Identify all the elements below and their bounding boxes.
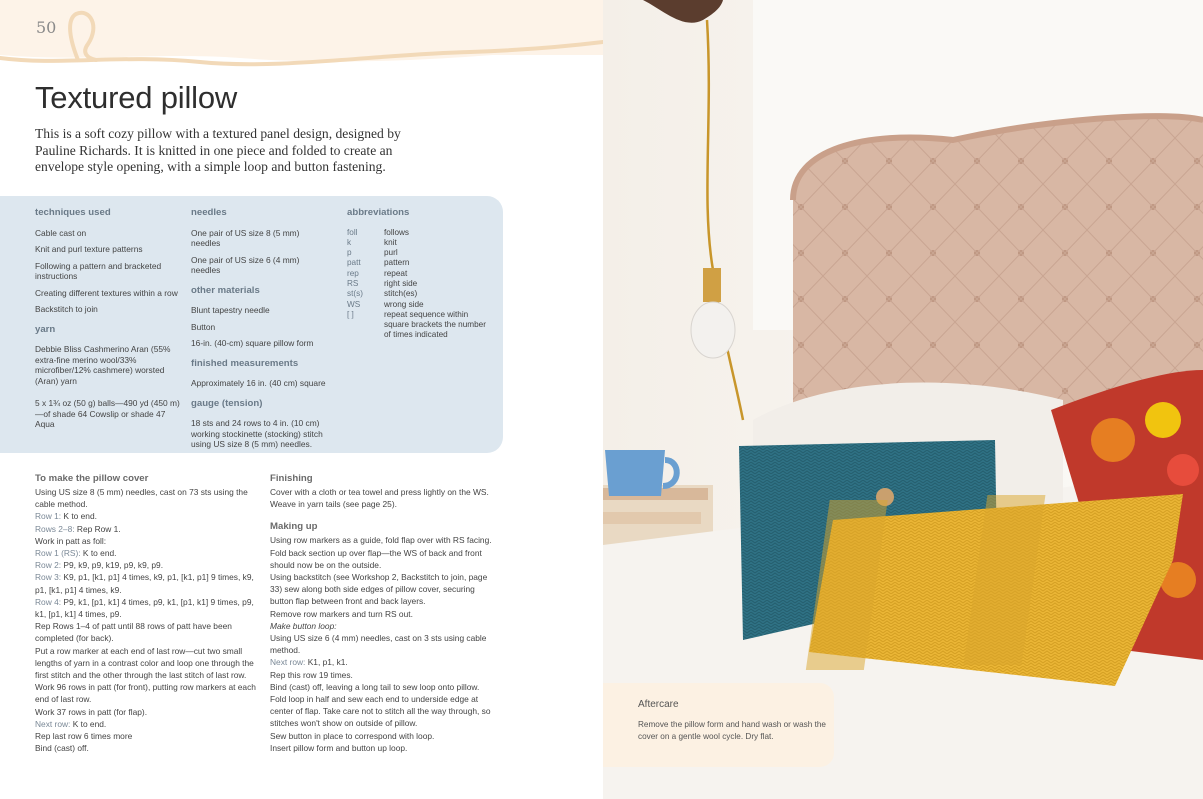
instruction-line: Fold loop in half and sew each end to underside edge at center of flap. Take care not to stitch all the way through, so stitches won't show on outside of pillow. — [270, 694, 491, 729]
abbr-key: WS — [347, 299, 361, 309]
abbreviations-column — [347, 208, 487, 341]
instruction-line: Put a row marker at each end of last row—cut two small lengths of yarn in a contrast color and loop one through the first stitch and the other through the last stitch of last row. — [35, 645, 254, 681]
technique-item: Creating different textures within a row — [35, 287, 178, 298]
technique-item: Knit and purl texture patterns — [35, 244, 143, 254]
instruction-line: Work 96 rows in patt (for front), putting row markers at each end of last row. — [35, 682, 256, 705]
intro-paragraph: This is a soft cozy pillow with a textured panel design, designed by Pauline Richards. It is knitted in one piece and folded to create an envelope style opening, with a simple loop and button fastening. — [35, 126, 401, 174]
needle-item: One pair of US size 8 (5 mm) needles — [191, 227, 300, 248]
technique-item: Cable cast on — [35, 227, 87, 238]
instruction-line: Row 3: K9, p1, [k1, p1] 4 times, k9, p1, [k1, p1] 9 times, k9, p1, [k1, p1] 4 times, k9. — [35, 572, 254, 595]
yarn-item: 5 x 1¾ oz (50 g) balls—490 yd (450 m) —of shade 64 Cowslip or shade 47 Aqua — [35, 398, 180, 429]
abbr-value: follows — [384, 227, 410, 237]
instruction-line: Row 4: P9, k1, [p1, k1] 4 times, p9, k1, [p1, k1] 9 times, p9, k1, [p1, k1] 4 times, p9. — [35, 596, 254, 620]
technique-item: Backstitch to join — [35, 304, 98, 314]
needles-column — [191, 208, 331, 456]
techniques-heading: techniques used — [35, 207, 111, 218]
instruction-line: Insert pillow form and button up loop. — [270, 742, 408, 753]
material-item: Blunt tapestry needle — [191, 305, 270, 315]
abbr-key: RS — [347, 278, 359, 288]
instruction-line: Work in patt as foll: — [35, 535, 107, 546]
yarn-heading: yarn — [35, 323, 56, 335]
technique-item: Following a pattern and bracketed instructions — [35, 260, 162, 281]
instruction-line: Next row: K to end. — [35, 718, 107, 729]
finishing-heading: Finishing — [270, 473, 313, 484]
instruction-line: Remove row markers and turn RS out. — [270, 608, 413, 619]
page-number: 50 — [36, 18, 57, 37]
bedroom-scene-illustration — [603, 0, 1203, 799]
instruction-line: Rep last row 6 times more — [35, 731, 133, 742]
page-title: Textured pillow — [35, 80, 238, 115]
decorative-yarn-wave — [0, 0, 603, 80]
abbr-value: repeat — [384, 268, 408, 278]
making-up-heading: Making up — [270, 521, 318, 533]
aftercare-text: Remove the pillow form and hand wash or wash the cover on a gentle wool cycle. Dry flat. — [638, 720, 826, 742]
finishing-section — [270, 472, 492, 754]
instruction-line: Rep Rows 1–4 of patt until 88 rows of patt have been completed (for back). — [35, 621, 232, 644]
abbr-key: k — [347, 237, 352, 247]
abbr-value: stitch(es) — [384, 289, 418, 299]
instruction-line: Make button loop: — [270, 620, 337, 631]
abbr-key: st(s) — [347, 289, 363, 299]
abbr-value: repeat sequence within square brackets the number of times indicated — [384, 309, 486, 340]
instruction-line: Using backstitch (see Workshop 2, Backstitch to join, page 33) sew along both side edges of pillow cover, securing button flap between front and back layers. — [270, 572, 488, 607]
instruction-line: Rows 2–8: Rep Row 1. — [35, 523, 121, 534]
abbr-value: right side — [384, 278, 418, 288]
abbr-key: foll — [347, 227, 358, 237]
abbr-key: p — [347, 248, 352, 258]
abbr-value: knit — [384, 237, 397, 247]
instruction-line: Row 1: K to end. — [35, 511, 97, 522]
instruction-line: Rep this row 19 times. — [270, 669, 353, 680]
instruction-line: Using US size 8 (5 mm) needles, cast on 73 sts using the cable method. — [35, 487, 248, 510]
aftercare-box — [603, 683, 834, 767]
needles-heading: needles — [191, 207, 227, 218]
instruction-line: Bind (cast) off. — [35, 743, 89, 754]
instruction-line: Row 2: P9, k9, p9, k19, p9, k9, p9. — [35, 560, 164, 571]
measurements-text: Approximately 16 in. (40 cm) square — [191, 378, 326, 388]
abbr-value: wrong side — [384, 299, 424, 309]
abbr-value: pattern — [384, 258, 410, 268]
material-item: 16-in. (40-cm) square pillow form — [191, 338, 314, 348]
finishing-text: Cover with a cloth or tea towel and press lightly on the WS. Weave in yarn tails (see page 25). — [270, 487, 489, 510]
abbreviations-list — [347, 228, 487, 341]
instruction-line: Using row markers as a guide, fold flap over with RS facing. Fold back section up over flap—the WS of back and front should now be on the outside. — [270, 535, 492, 570]
gauge-heading: gauge (tension) — [191, 397, 263, 409]
make-heading: To make the pillow cover — [35, 473, 149, 484]
measurements-heading: finished measurements — [191, 357, 299, 369]
materials-info-box — [0, 196, 503, 453]
instruction-line: Bind (cast) off, leaving a long tail to sew loop onto pillow. — [270, 681, 480, 692]
aftercare-heading: Aftercare — [638, 699, 679, 710]
pillow-photo — [603, 0, 1203, 799]
needle-item: One pair of US size 6 (4 mm) needles — [191, 254, 300, 275]
techniques-column — [35, 208, 183, 436]
instruction-line: Row 1 (RS): K to end. — [35, 548, 117, 559]
instruction-line: Using US size 6 (4 mm) needles, cast on 3 sts using cable method. — [270, 633, 487, 656]
instruction-line: Next row: K1, p1, k1. — [270, 657, 348, 668]
other-materials-heading: other materials — [191, 284, 260, 296]
abbr-value: purl — [384, 248, 398, 258]
abbr-key: rep — [347, 268, 359, 278]
abbr-key: patt — [347, 258, 361, 268]
gauge-text: 18 sts and 24 rows to 4 in. (10 cm) working stockinette (stocking) stitch using US size 8 (5 mm) needles. — [191, 418, 323, 449]
yarn-item: Debbie Bliss Cashmerino Aran (55% extra-fine merino wool/33% microfiber/12% cashmere) worsted (Aran) yarn — [35, 344, 171, 386]
make-pillow-cover-section — [35, 472, 257, 754]
instruction-line: Sew button in place to correspond with loop. — [270, 730, 435, 741]
material-item: Button — [191, 321, 216, 332]
abbr-key: [ ] — [347, 309, 354, 319]
abbreviations-heading: abbreviations — [347, 207, 410, 218]
instruction-line: Work 37 rows in patt (for flap). — [35, 706, 148, 717]
